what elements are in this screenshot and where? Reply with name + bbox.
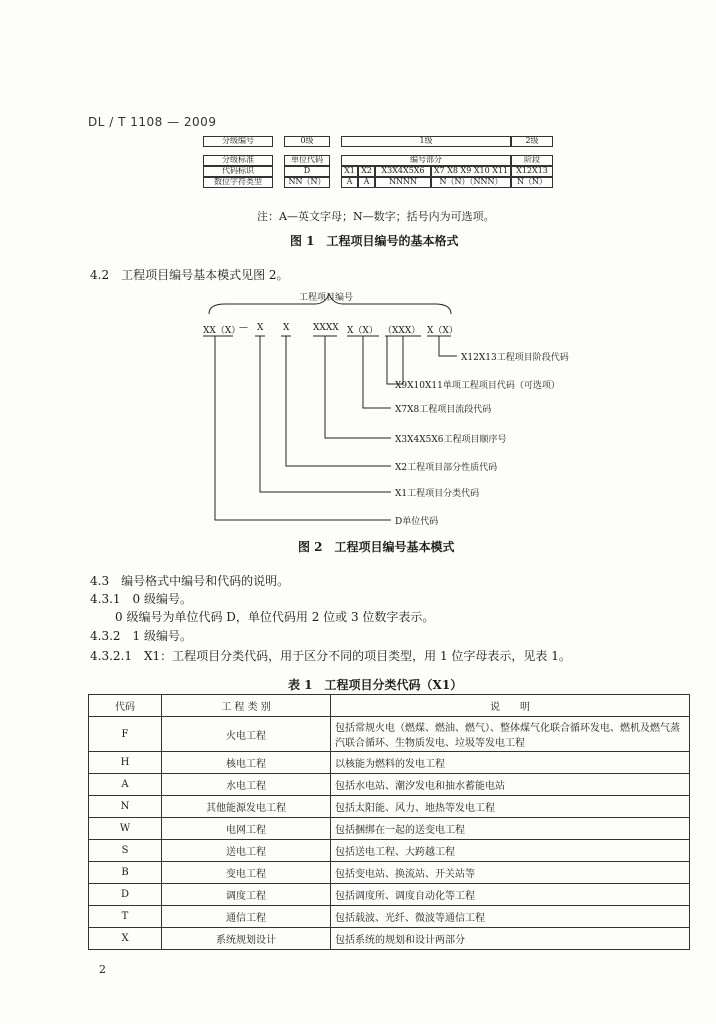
- section-4-2: 4.2 工程项目编号基本模式见图 2。: [90, 268, 289, 282]
- table1-header-row: [89, 695, 690, 717]
- f1-x2: X2: [358, 166, 375, 177]
- section-4-3-1: 4.3.1 0 级编号。: [90, 592, 192, 606]
- figure1-note: 注：A—英文字母；N—数字；括号内为可选项。: [257, 210, 495, 223]
- cell-description: 包括太阳能、风力、地热等发电工程: [331, 796, 690, 818]
- table-row: [89, 928, 690, 950]
- f1-chartype-label: 数位字符类型: [203, 177, 273, 188]
- pattern-x12-13: X（X）: [427, 326, 458, 336]
- f1-unit-code: 单位代码: [284, 155, 330, 166]
- pattern-dash: —: [239, 323, 248, 333]
- label-single-project-code: X9X10X11单项工程项目代码（可选项）: [395, 381, 560, 391]
- cell-description: 包括送电工程、大跨越工程: [331, 840, 690, 862]
- pattern-x9-11: （XXX）: [383, 326, 421, 336]
- cell-category: 电网工程: [162, 818, 331, 840]
- f1-d: D: [284, 166, 330, 177]
- f1-level-label: 分级编号: [203, 136, 273, 147]
- cell-code: X: [89, 928, 162, 950]
- header-code: 代码: [89, 695, 162, 717]
- label-part-nature-code: X2工程项目部分性质代码: [395, 463, 498, 473]
- document-header: DL / T 1108 — 2009: [88, 115, 217, 129]
- f1-level1: 1级: [341, 136, 511, 147]
- cell-code: T: [89, 906, 162, 928]
- cell-description: 包括常规火电（燃煤、燃油、燃气）、整体煤气化联合循环发电、燃机及燃气蒸汽联合循环、生物质发电、垃圾等发电工程: [331, 717, 690, 752]
- cell-description: 包括系统的规划和设计两部分: [331, 928, 690, 950]
- f1-x1: X1: [341, 166, 358, 177]
- table-row: [89, 818, 690, 840]
- f1-nnnn: NNNN: [375, 177, 431, 188]
- page-number: 2: [99, 963, 106, 976]
- cell-description: 包括水电站、潮汐发电和抽水蓄能电站: [331, 774, 690, 796]
- table1-caption: 表 1 工程项目分类代码（X1）: [288, 678, 463, 692]
- cell-description: 包括捆绑在一起的送变电工程: [331, 818, 690, 840]
- cell-category: 水电工程: [162, 774, 331, 796]
- f1-nn: NN（N）: [284, 177, 330, 188]
- diagram-top-label: 工程项目编号: [299, 293, 354, 303]
- f1-stage: 阶段: [511, 155, 553, 166]
- cell-description: 包括调度所、调度自动化等工程: [331, 884, 690, 906]
- header-category: 工 程 类 别: [162, 695, 331, 717]
- cell-code: D: [89, 884, 162, 906]
- cell-category: 火电工程: [162, 717, 331, 752]
- section-4-3-2: 4.3.2 1 级编号。: [90, 629, 192, 643]
- pattern-x3-6: XXXX: [313, 323, 339, 333]
- label-stage-code: X12X13工程项目阶段代码: [461, 353, 569, 363]
- f1-n-n: N（N）: [511, 177, 553, 188]
- cell-description: 包括变电站、换流站、开关站等: [331, 862, 690, 884]
- f1-code-part: 编号部分: [341, 155, 511, 166]
- label-sequence-number: X3X4X5X6工程项目顺序号: [395, 435, 507, 445]
- label-classification-code: X1工程项目分类代码: [395, 489, 480, 499]
- figure2-caption: 图 2 工程项目编号基本模式: [298, 540, 455, 554]
- cell-description: 包括载波、光纤、微波等通信工程: [331, 906, 690, 928]
- label-section-code: X7X8工程项目流段代码: [395, 405, 492, 415]
- f1-a2: A: [358, 177, 375, 188]
- f1-level2: 2级: [511, 136, 553, 147]
- paragraph-level0: 0 级编号为单位代码 D，单位代码用 2 位或 3 位数字表示。: [115, 610, 435, 624]
- cell-category: 调度工程: [162, 884, 331, 906]
- table-row: [89, 884, 690, 906]
- pattern-x1: X: [257, 323, 264, 333]
- cell-code: B: [89, 862, 162, 884]
- cell-category: 送电工程: [162, 840, 331, 862]
- f1-standard-label: 分级标准: [203, 155, 273, 166]
- table1: [88, 694, 690, 950]
- header-description: 说 明: [331, 695, 690, 717]
- cell-category: 系统规划设计: [162, 928, 331, 950]
- cell-code: F: [89, 717, 162, 752]
- f1-a1: A: [341, 177, 358, 188]
- cell-category: 核电工程: [162, 752, 331, 774]
- f1-x7-11: X7 X8 X9 X10 X11: [431, 166, 511, 177]
- table-row: [89, 906, 690, 928]
- figure2-diagram: [195, 284, 595, 534]
- cell-category: 其他能源发电工程: [162, 796, 331, 818]
- f1-level0: 0级: [284, 136, 330, 147]
- cell-category: 变电工程: [162, 862, 331, 884]
- section-4-3-2-1: 4.3.2.1 X1：工程项目分类代码，用于区分不同的项目类型，用 1 位字母表示，见表 1。: [90, 649, 571, 663]
- table-row: [89, 752, 690, 774]
- f1-identifier-label: 代码标识: [203, 166, 273, 177]
- table-row: [89, 862, 690, 884]
- cell-code: S: [89, 840, 162, 862]
- table-row: [89, 774, 690, 796]
- f1-x12-13: X12X13: [511, 166, 553, 177]
- cell-description: 以核能为燃料的发电工程: [331, 752, 690, 774]
- pattern-x7-8: X（X）: [347, 326, 378, 336]
- figure1-caption: 图 1 工程项目编号的基本格式: [290, 234, 459, 248]
- table-row: [89, 840, 690, 862]
- cell-code: N: [89, 796, 162, 818]
- pattern-x2: X: [283, 323, 290, 333]
- cell-code: W: [89, 818, 162, 840]
- cell-code: H: [89, 752, 162, 774]
- table-row: [89, 717, 690, 752]
- cell-code: A: [89, 774, 162, 796]
- cell-category: 通信工程: [162, 906, 331, 928]
- section-4-3: 4.3 编号格式中编号和代码的说明。: [90, 574, 290, 588]
- f1-n-nnn: N（N）（NNN）: [431, 177, 511, 188]
- pattern-d: XX（X）: [203, 326, 241, 336]
- f1-x3-6: X3X4X5X6: [375, 166, 431, 177]
- table-row: [89, 796, 690, 818]
- label-unit-code: D单位代码: [395, 517, 439, 527]
